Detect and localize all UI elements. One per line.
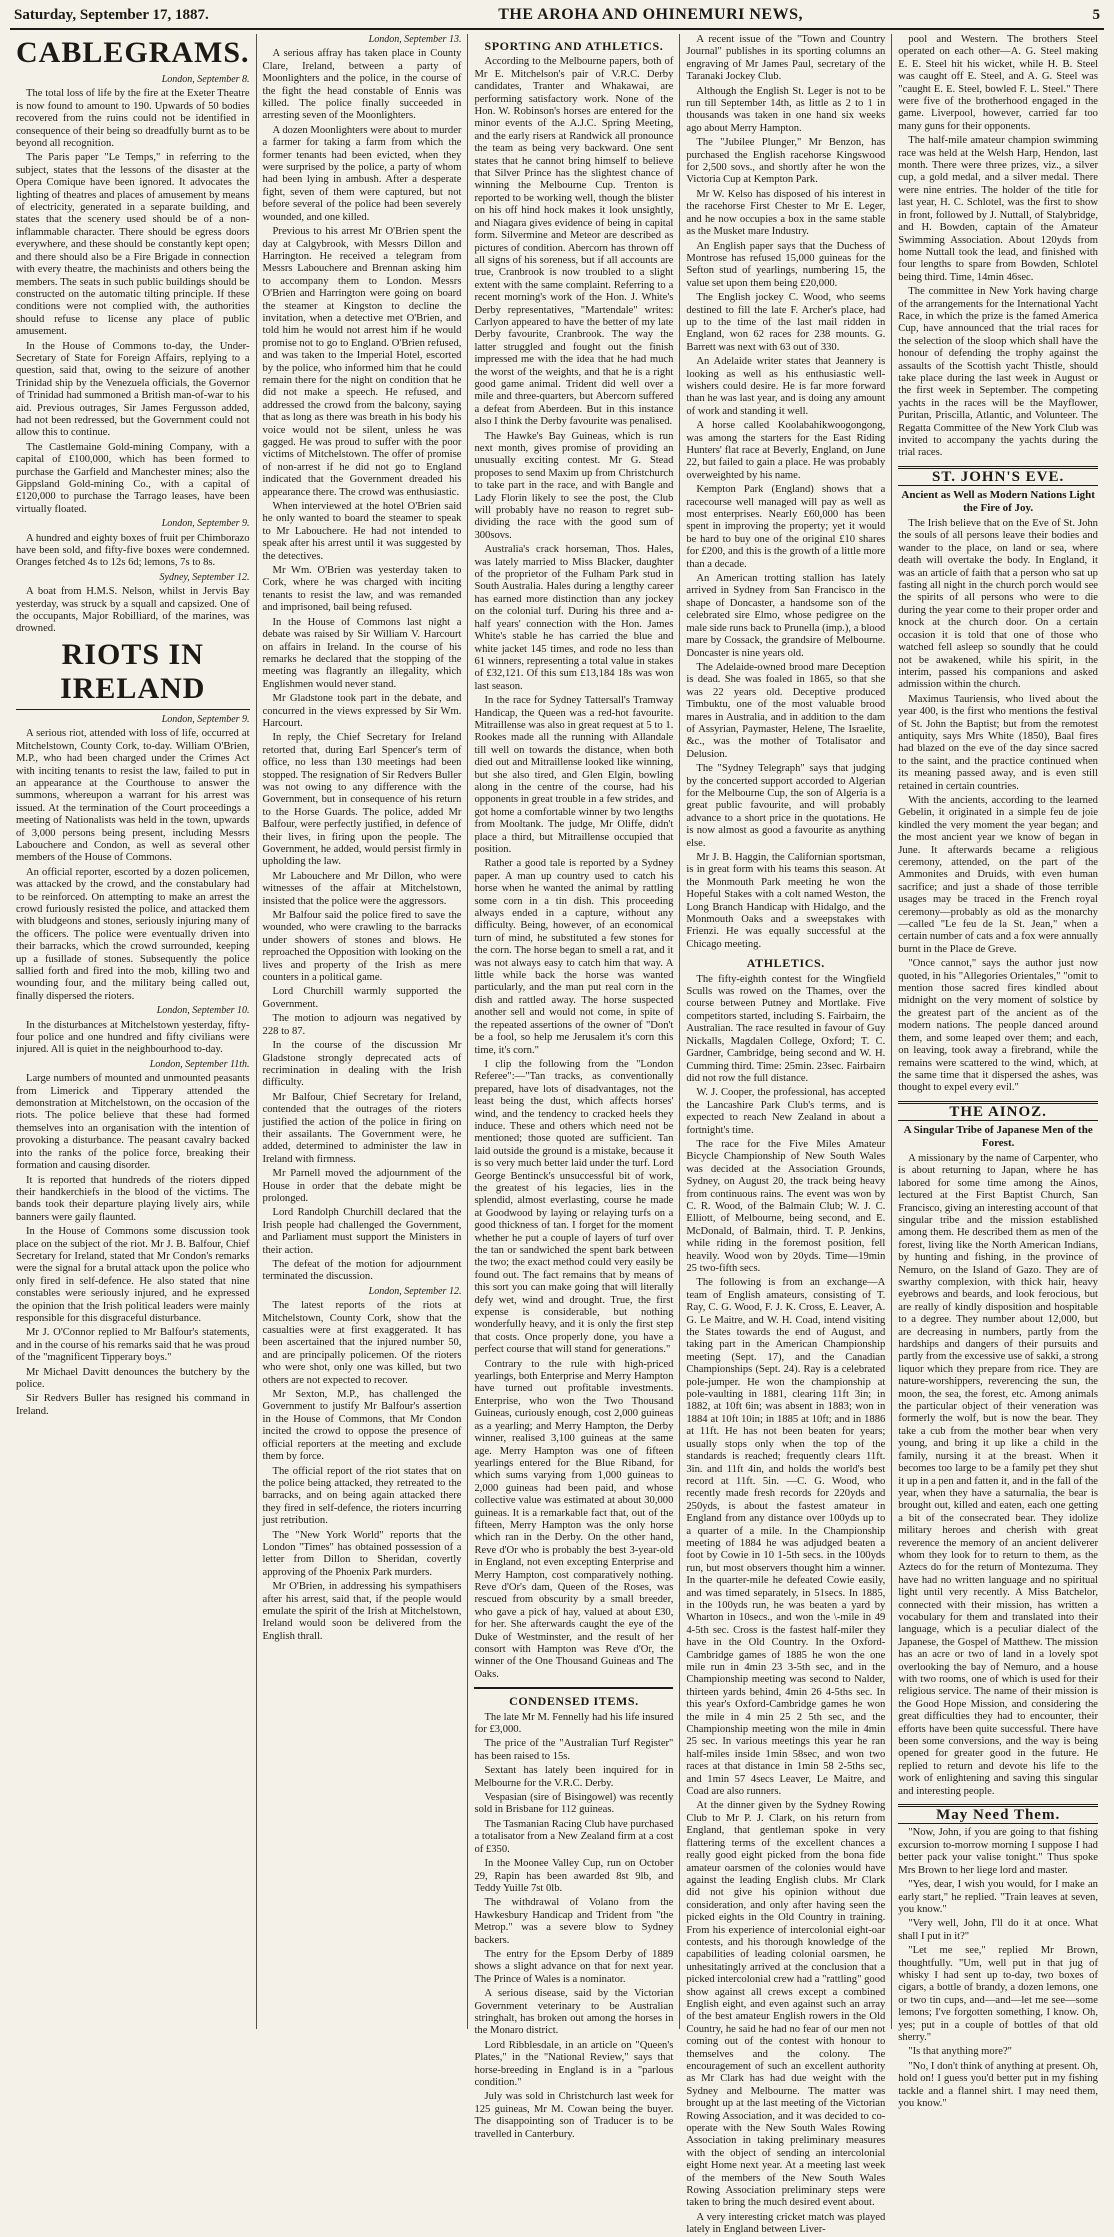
- paragraph: A dozen Moonlighters were about to murder a farmer for taking a farm from which the former tenants had been evicted, when they were surprised by the police, a party of whom had been lying in ambush. After a desperate fight, seven of them were captured, but not before several of the police had been severely wounded, and one killed.: [262, 124, 462, 223]
- paragraph: In the House of Commons last night a debate was raised by Sir William V. Harcourt on affairs in Ireland. In the course of his remarks he declared that the stopping of the meeting was flagrantly an illegality, which Englishmen would never stand.: [262, 616, 462, 690]
- paragraph: The price of the "Australian Turf Register" has been raised to 15s.: [474, 1738, 674, 1762]
- paragraph: Vespasian (sire of Bisingowel) was recently sold in Brisbane for 112 guineas.: [474, 1792, 674, 1816]
- page-number: 5: [1092, 7, 1100, 23]
- column-5: [892, 34, 1104, 2109]
- paragraph: The latest reports of the riots at Mitchelstown, County Cork, show that the casualties were at first exaggerated. It has been ascertained that the injured number 50, and are principally policemen. Of the rioters who were shot, only one was killed, but two others are not expected to recover.: [262, 1300, 462, 1386]
- paragraph: In the House of Commons some discussion took place on the subject of the riot. Mr J. B. Balfour, Chief Secretary for Ireland, stated that Mr Condon's remarks were the signal for a brutal attack upon the police who only fired in self-defence. He also stated that nine constables were seriously injured, and he expressed the opinion that the Irish political leaders were mainly responsible for this disgraceful disturbance.: [16, 1226, 250, 1324]
- paragraph: Rather a good tale is reported by a Sydney paper. A man up country used to catch his horse when he wanted the animal by rattling some corn in a tin dish. This proceeding always ended in a capture, without any difficulty. Being, however, of an economical turn of mind, he substituted a few stones for the corn. The horse began to smell a rat, and it was not always easy to catch him that way. A little while back the horse was wanted particularly, and the man put real corn in the dish and rattled away. The horse suspected another sell and would not come, in spite of the repeated assertions of the owner of "Don't be a fool, so help me Jerusalem it's corn this time, it's corn.": [474, 858, 674, 1056]
- paragraph: A very interesting cricket match was played lately in England between Liver-: [686, 2211, 886, 2236]
- paragraph: "Let me see," replied Mr Brown, thoughtfully. "Um, well put in that jug of whisky I had sent up to-day, two boxes of cigars, a bottle of brandy, a dozen lemons, one or two tin cups, and—and—let me see—some lemons; I've forgotten something, I know. Oh, yes; put in a couple of bottles of that old sherry.": [898, 1945, 1098, 2043]
- paragraph: In the House of Commons to-day, the Under-Secretary of State for Foreign Affairs, replying to a question, said that, owing to the seizure of another Trinidad ship by the Venezuela officials, the Governor of Trinidad had summoned a British man-of-war to his aid. Previous outrages, Sir James Fergusson added, had not been redressed, but the Government could not allow this to continue.: [16, 340, 250, 439]
- paragraph: With the ancients, according to the learned Gebelin, it originated in a simple feu de joie kindled the very moment the year began; and the most ancient year we know of began in June. It afterwards became a religious ceremony, attended, on the part of the Ammonites and Druids, with even human sacrifice; and just a shade of those terrible usages may be traced in the French royal ceremony—probably as old as the monarchy—called "Le feu de la St. Jean," when a certain number of cats and a fox were annually burnt in the Place de Greve.: [898, 794, 1098, 955]
- column-rule: [474, 1687, 673, 1689]
- paragraph: When interviewed at the hotel O'Brien said he only wanted to board the steamer to speak to Mr Labouchere. He had not intended to speak after his arrest until it was suggested by the detectives.: [262, 501, 462, 562]
- issue-date: Saturday, September 17, 1887.: [14, 7, 209, 23]
- paragraph: The defeat of the motion for adjournment terminated the discussion.: [262, 1259, 462, 1283]
- paragraph: An American trotting stallion has lately arrived in Sydney from San Francisco in the shape of Doncaster, a handsome son of the celebrated sire Elmo, whose pedigree on the male side runs back to Prunella (imp.), a blood mare by Cossack, the grandsire of Melbourne. Doncaster is nine years old.: [686, 573, 886, 659]
- section-headline: RIOTS IN IRELAND: [16, 638, 250, 710]
- paragraph: A serious affray has taken place in County Clare, Ireland, between a party of Moonlighters and the police, in the course of the fight the head constable of Ennis was killed. The police finally succeeded in arresting seven of the Moonlighters.: [262, 48, 462, 122]
- paragraph: The Hawke's Bay Guineas, which is run next month, gives promise of providing an unusually exciting contest. Mr G. Stead proposes to send Maxim up from Christchurch to take part in the race, and with Bangle and Lady Florin likely to see the post, the Club will probably have no reason to regret sub-dividing the race with the good sum of 300sovs.: [474, 430, 674, 541]
- paragraph: A boat from H.M.S. Nelson, whilst in Jervis Bay yesterday, was struck by a squall and capsized. One of the occupants, Major Robilliard, of the marines, was drowned.: [16, 586, 250, 635]
- paragraph: The "Sydney Telegraph" says that judging by the concerted support accorded to Algerian for the Melbourne Cup, the son of Algeria is a great public favourite, and will probably advance to a short price in the quotations. He is now almost as good a favourite as anything else.: [686, 763, 886, 849]
- column-3: [468, 34, 680, 2140]
- paragraph: The motion to adjourn was negatived by 228 to 87.: [262, 1013, 462, 1037]
- paragraph: Mr J. B. Haggin, the Californian sportsman, is in great form with his teams this season. At the Monmouth Park meeting he won the Hopeful Stakes with a colt named Weston, the Long Branch Handicap with Hidalgo, and the Monmouth Oaks and a sweepstakes with Frienzi. He was equally successful at the Chicago meeting.: [686, 852, 886, 950]
- paragraph: "Now, John, if you are going to that fishing excursion to-morrow morning I suppose I had better pack your valise tonight." Thus spoke Mrs Brown to her liege lord and master.: [898, 1827, 1098, 1876]
- paragraph: Mr Balfour, Chief Secretary for Ireland, contended that the outrages of the rioters justified the action of the police in firing on their assailants. The Government were, he added, determined to administer the law in Ireland with firmness.: [262, 1091, 462, 1165]
- paragraph: Mr Wm. O'Brien was yesterday taken to Cork, where he was charged with inciting tenants to resist the law, and was remanded and imprisoned, bail being refused.: [262, 565, 462, 614]
- paragraph: I clip the following from the "London Referee":—"Tan tracks, as conventionally prepared, have lots of disadvantages, not the least being the dust, which affects horses' wind, and the tendency to cracked heels they induce. These and others which need not be mentioned; those quoted are sufficient. Tan laid outside the ground is a mistake, because it is so very much better laid under the turf. Lord George Bentinck's unsuccessful bit of work, the greatest of his legacies, lies in the splendid, almost everlasting, course he made at Goodwood by laying or relaying turfs on a good thickness of tan. I forget for the moment whether he put a couple of layers of turf over the tan or sandwiched the spent bark between the two; the exact method could very easily be found out. The fact remains that by means of this sort you can make going that will literally defy wet, wind and drought. True, the first expense is considerable, but nothing wonderfully heavy, and it is only the first step that costs. Once properly done, you have a perfect course that will stand for generations.": [474, 1058, 674, 1356]
- paragraph: The withdrawal of Volano from the Hawkesbury Handicap and Trident from "the Metrop." was a severe blow to Sydney backers.: [474, 1897, 674, 1946]
- paragraph: July was sold in Christchurch last week for 125 guineas, Mr M. Cowan being the buyer. The disappointing son of Traducer is to be travelled in Canterbury.: [474, 2091, 674, 2140]
- paragraph: The English jockey C. Wood, who seems destined to fill the late F. Archer's place, had up to the time of the last mail ridden in England, won 62 races for 238 mounts. G. Barrett was next with 63 out of 330.: [686, 292, 886, 353]
- paragraph: The total loss of life by the fire at the Exeter Theatre is now found to amount to 190. Upwards of 50 bodies recovered from the ruins could not be identified in consequence of their being so dreadfully burnt as to be beyond all recognition.: [16, 88, 250, 150]
- dateline: Sydney, September 12.: [159, 571, 250, 583]
- article-headline: May Need Them.: [898, 1804, 1098, 1824]
- paragraph: Sextant has lately been inquired for in Melbourne for the V.R.C. Derby.: [474, 1765, 674, 1789]
- paragraph: In the disturbances at Mitchelstown yesterday, fifty-four police and one hundred and fifty civilians were injured. All is quiet in the neighbourhood to-day.: [16, 1019, 250, 1056]
- paragraph: The Paris paper "Le Temps," in referring to the subject, states that the lessons of the disaster at the Opera Comique have been ignored. It advocates the lighting of theatres and places of amusement by means of electricity, generated in a separate building, and states that the scenery used should be of a non-inflammable character. There should be egress doors everywhere, and these should be constantly kept open; and there should also be a Fire Brigade in connection with every theatre, the machinists and others being the members. The seats in such public buildings should be constructed on the automatic tilting principle. If these conditions were not complied with, the authorities should refuse to license any place of public amusement.: [16, 152, 250, 338]
- paragraph: An official reporter, escorted by a dozen policemen, was attacked by the crowd, and the constabulary had to be reinforced. On attempting to make an arrest the crowd furiously resisted the police, and attacked them with bludgeons and stones, seriously injuring many of the officers. The police were eventually driven into their barracks, which the crowd surrounded, keeping up a fusillade of stones. Subsequently the police sallied forth and fired into the mob, killing two and wounding four, and the military being called out, finally dispersed the rioters.: [16, 866, 250, 1002]
- paragraph: Large numbers of mounted and unmounted peasants from Limerick and Tipperary attended the demonstration at Mitchelstown, on the occasion of the riots. The police believe that these had formed themselves into an organisation with the intention of provoking a disturbance. The peasant cavalry backed into the ranks of the police force, breaking their formation and causing disorder.: [16, 1073, 250, 1172]
- paragraph: "Once cannot," says the author just now quoted, in his "Allegories Orientales," "omit to mention those sacred fires kindled about midnight on the very moment of solstice by the greatest part of the ancient as of the modern nations. The people danced around them, and some leaped over them; and each, on leaving, took away a firebrand, while the remains were scattered to the wind, which, at the same time that it dispersed the ashes, was thought to expel every evil.": [898, 958, 1098, 1094]
- paragraph: At the dinner given by the Sydney Rowing Club to Mr P. J. Clark, on his return from England, that gentleman spoke in very flattering terms of the excellent chances a really good eight picked from the bona fide amateur oarsmen of the colonies would have against the leading English clubs. Mr Clark did not give his opinion without due consideration, and only after having seen the picked eights in the Old Country in training. From his experience of intercolonial eight-oar contests, and his thorough knowledge of the capabilities of leading colonial oarsmen, he unhesitatingly arrived at the conclusion that a picked intercolonial crew had a "rattling" good show against all crews except a combined English eight, and even against such an array of the best amateur English rowers in the Old Country, he said he had no fear of our men not coming out of the contest with honour to themselves and the colony. The encouragement of such an excellent authority as Mr Clark has had due weight with the Sydney and Melbourne. The matter was brought up at the last meeting of the Victorian Rowing Association, and it was decided to co-operate with the New South Wales Rowing Association in taking preliminary measures with the object of sending an intercolonial eight Home next year. At a meeting last week of the members of the New South Wales Rowing Association preliminary steps were taken to bring the much desired event about.: [686, 1800, 886, 2209]
- dateline: London, September 8.: [161, 74, 250, 85]
- paragraph: The entry for the Epsom Derby of 1889 shows a slight advance on that for next year. The Prince of Wales is a nominator.: [474, 1948, 674, 1985]
- paragraph: A recent issue of the "Town and Country Journal" publishes in its sporting columns an engraving of Mr James Paul, secretary of the Taranaki Jockey Club.: [686, 34, 886, 83]
- column-1: [10, 34, 257, 2029]
- masthead: [10, 6, 1104, 30]
- paragraph: Mr Balfour said the police fired to save the wounded, who were crawling to the barracks under showers of stones and blows. He reproached the Opposition with looking on the lives and property of the Irish as mere counters in a political game.: [262, 910, 462, 984]
- paragraph: The Tasmanian Racing Club have purchased a totalisator from a New Zealand firm at a cost of £350.: [474, 1818, 674, 1855]
- paragraph: Australia's crack horseman, Thos. Hales, was lately married to Miss Blacker, daughter of the proprietor of the Fulham Park stud in South Australia. Hales during a lengthy career has earned more distinction than any jockey on the colonial turf. During his three and a-half years' connection with the Hon. James White's stable he has carried the blue and white jacket 145 times, and rode no less than 61 winners, representing a total value in stakes of £32,121. Of this sum £13,184 18s was won last season.: [474, 544, 674, 692]
- paragraph: In the race for Sydney Tattersall's Tramway Handicap, the Queen was a red-hot favourite. Mitraillense was also in great request at 5 to 1. Rookes made all the running with Allandale till well on towards the distance, when both died out and Mitraillense looked like winning, but she also tired, and Glen Elgin, bowling along in the centre of the course, had his opponents in great trouble in a few strides, and got home a comfortable winner by two lengths from Mooltank. The judge, Mr Oliffe, didn't place a third, but Mitraillense occupied that position.: [474, 695, 674, 855]
- paragraph: Lord Randolph Churchill declared that the Irish people had challenged the Government, and Parliament must support the Ministers in their action.: [262, 1207, 462, 1256]
- section-headline: CABLEGRAMS.: [16, 36, 250, 69]
- paragraph: It is reported that hundreds of the rioters dipped their handkerchiefs in the blood of the victims. The bands took their departure playing lively airs, while banners were gaily flaunted.: [16, 1174, 250, 1223]
- paragraph: The following is from an exchange—A team of English amateurs, consisting of T. Ray, C. G. Wood, F. J. K. Cross, E. Leaver, A. G. Le Maitre, and W. H. Coad, intend visiting the States towards the end of August, and taking part in the American Championship meeting (Sept. 17), and the Canadian Championships (Sept. 24). Ray is a celebrated pole-jumper. He won the championship at pole-vaulting in 1881, clearing 11ft 3in; in 1882, at 10ft 6in; was absent in 1883; won in 1884 at 10ft 10in; in 1885 at 10ft; and in 1886 at 11ft. He has not been beaten for years; usually stops only when the top of the standards is reached; frequently clears 11ft. 3in. and 11ft 4in, and holds the world's best record at 11ft. 5in. —C. G. Wood, who recently made fresh records for 220yds and 250yds, is about the fastest amateur in England from any distance over 100yds up to a quarter of a mile. In the Championship meeting of 1884 he was adjudged beaten a foot by Cowie in 10 1-5th secs. in the 100yds run, but most observers thought him a winner. In the quarter-mile he defeated Cowie easily, and was timed separately, in 51secs. In 1885, in the 100yds run, he was beaten a yard by Wharton in 10secs., and won the \-mile in 49 4-5th sec. Cross is the fastest half-miler they have in the Old Country. In the Oxford-Cambridge games of 1885 he won the one mile run in 4min 23 3-5th sec, and in the Championship meeting was second to Nalder, thirteen yards behind, 4min 26 4-5ths sec. In this year's Oxford-Cambridge games he won the mile in 4 min 25 2 5th sec, and the Championship meeting won the mile in 4min 25 sec. In various meetings this year he ran half-miles inside 1min 58sec, and won two races at that distance in 1min 58 2-5ths sec, and 1min 57 4secs Leaver, Le Maitre, and Coad are also runners.: [686, 1277, 886, 1798]
- paragraph: Mr Parnell moved the adjournment of the House in order that the debate might be prolonged.: [262, 1168, 462, 1204]
- section-heading: CONDENSED ITEMS.: [509, 1694, 639, 1709]
- article-headline: THE AINOZ.: [898, 1101, 1098, 1121]
- paragraph: Contrary to the rule with high-priced yearlings, both Enterprise and Merry Hampton have turned out profitable investments. Enterprise, who won the Two Thousand Guineas, curiously enough, cost 2,000 guineas as a yearling; and Merry Hampton, the Derby winner, realised 3,100 guineas at the same age. Merry Hampton was one of fifteen yearlings entered for the Blue Riband, for which sums varying from 1,000 guineas to 2,000 guineas had been paid, and whose collective value was estimated at about 30,000 guineas. It is a remarkable fact that, out of the fifteen, Merry Hampton was the only horse which ran in the Derby. On the other hand, Reve d'Or who is probably the best 3-year-old in England, not even excepting Enterprise and Merry Hampton, cost comparatively nothing. Reve d'Or's dam, Queen of the Roses, was rescued from obscurity by a small breeder, who gave a pick of hay, valued at about £30, for her. She afterwards caught the eye of the Duke of Westminster, and the result of her consort with Hampton was Reve d'Or, the winner of the One Thousand Guineas and The Oaks.: [474, 1358, 674, 1680]
- paragraph: The Irish believe that on the Eve of St. John the souls of all persons leave their bodies and wander to the place, on land or sea, where death will overtake the body. In England, it was an article of faith that a person who sat up fasting all night in the church porch would see the spirits of all persons who were to die during the year come to their proper order and knock at the church door. On a certain occasion it is told that one of those who watched fell asleep so soundly that he could not be awakened, while his spirit, in the interim, passed his companions and asked admission within the church.: [898, 518, 1098, 691]
- paragraph: The committee in New York having charge of the arrangements for the International Yacht Race, in which the prize is the famed America Cup, have announced that the trial races for the selection of the sloop which shall have the honour of defending the trophy against the assaults of the Scottish yacht Thistle, should take place during the last week in August or the first week in September. The competing yachts in the races will be the Mayflower, Puritan, Priscilla, Atlantic, and Volunteer. The Regatta Committee of the New York Club was invited to accompany the yachts during the trial races.: [898, 286, 1098, 459]
- article-headline: ST. JOHN'S EVE.: [898, 466, 1098, 486]
- paragraph: A horse called Koolabahikwoogongong, was among the starters for the East Riding Hunters' flat race at Beverly, England, on June 22, but failed to gain a place. He was probably overweighted by his name.: [686, 420, 886, 481]
- paragraph: The late Mr M. Fennelly had his life insured for £3,000.: [474, 1711, 674, 1736]
- paragraph: Maximus Tauriensis, who lived about the year 400, is the first who mentions the festival of St. John the Baptist; but from the remotest antiquity, says Mrs White (1850), Baal fires had blazed on the eve of the day since sacred to the saint, and the practice continued when its meaning passed away, and is even still retained in certain countries.: [898, 693, 1098, 792]
- section-heading: ATHLETICS.: [746, 956, 825, 971]
- paragraph: Lord Churchill warmly supported the Government.: [262, 986, 462, 1010]
- dateline: London, September 13.: [368, 34, 462, 45]
- section-heading: SPORTING AND ATHLETICS.: [484, 39, 664, 53]
- paragraph: In the Moonee Valley Cup, run on October 29, Rapin has been awarded 8st 9lb, and Teddy Yuille 7st 0lb.: [474, 1858, 674, 1894]
- dateline: London, September 10.: [156, 1005, 250, 1017]
- paragraph: The "Jubilee Plunger," Mr Benzon, has purchased the English racehorse Kingswood for 2,500 sovs., and shortly after he won the Victoria Cup at Kempton Park.: [686, 137, 886, 186]
- paragraph: "No, I don't think of anything at present. Oh, hold on! I guess you'd better put in my fishing tackle and a flannel shirt. I may need them, you know.": [898, 2060, 1098, 2109]
- paragraph: The Adelaide-owned brood mare Deception is dead. She was foaled in 1865, so that she was 22 years old. Deceptive produced Timbuktu, one of the most valuable brood mares in Australia, and in addition to the dam of Assyrian, Paymaster, Helene, The Israelite, &c., was the mother of Totalisator and Delusion.: [686, 661, 886, 760]
- paragraph: Mr O'Brien, in addressing his sympathisers after his arrest, said that, if the people would emulate the spirit of the Irish at Mitchelstown, Ireland would soon be delivered from the English thrall.: [262, 1581, 462, 1642]
- paragraph: Mr Sexton, M.P., has challenged the Government to justify Mr Balfour's assertion in the House of Commons, that Mr Condon incited the crowd to oppose the presence of official reporters at the meeting and exclude them by force.: [262, 1389, 462, 1463]
- paragraph: In reply, the Chief Secretary for Ireland retorted that, during Earl Spencer's term of office, no less than 130 meetings had been stopped. The resignation of Sir Redvers Buller was not owing to any difference with the Government, but in consequence of his return to the Horse Guards. The police, added Mr Balfour, were perfectly justified, in defence of their lives, in firing upon the people. The Government, he added, would persist firmly in upholding the law.: [262, 732, 462, 868]
- paragraph: Kempton Park (England) shows that a racecourse well managed will pay as well as most enterprises. Nearly £60,000 has been spent in improving the property; yet it would be hard to buy one of the original £10 shares for £200, and this is the growth of a little more than a decade.: [686, 484, 886, 570]
- dateline: London, September 11th.: [149, 1058, 250, 1070]
- dateline: London, September 9.: [161, 518, 250, 530]
- paragraph: The Castlemaine Gold-mining Company, with a capital of £100,000, which has been formed to purchase the Garfield and Manchester mines; also the Gippsland Gold-mining Co., with a capital of £120,000 to purchase the Tarrago leases, have been virtually floated.: [16, 441, 250, 515]
- paragraph: The official report of the riot states that on the police being attacked, they retreated to the barracks, and on being again attacked there they fired in self-defence, the rioters incurring just retribution.: [262, 1465, 462, 1527]
- paragraph: Lord Ribblesdale, in an article on "Queen's Plates," in the "National Review," says that horse-breeding in England is in a "parlous condition.": [474, 2039, 674, 2088]
- paragraph: An Adelaide writer states that Jeannery is looking as well as his enthusiastic well-wishers could desire. He is far more forward than he was last year, and is doing any amount of work and standing it well.: [686, 356, 886, 417]
- paragraph: A serious disease, said by the Victorian Government veterinary to be Australian stringhalt, has broken out among the horses in the Monaro district.: [474, 1988, 674, 2037]
- paragraph: W. J. Cooper, the professional, has accepted the Lancashire Park Club's terms, and is expected to reach New Zealand in about a fortnight's time.: [686, 1087, 886, 1136]
- paragraph: A serious riot, attended with loss of life, occurred at Mitchelstown, County Cork, to-day. William O'Brien, M.P., who had been charged under the Crimes Act with inciting tenants to resist the law, failed to put in an appearance at the Courthouse to answer the summons, whereupon a warrant for his arrest was issued. At the termination of the Court proceedings a meeting of Nationalists was held in the town, upwards of 3,000 persons being present, including Messrs Labouchere and Condon, as well as several other members of the House of Commons.: [16, 728, 250, 864]
- column-2: [257, 34, 469, 2029]
- paragraph: Previous to his arrest Mr O'Brien spent the day at Calgybrook, with Messrs Dillon and Harrington. He received a telegram from Messrs Labouchere and Brennan asking him to accompany them to London. Messrs O'Brien and Harrington were going on board the steamer at Kingston to decline the invitation, when a detective met O'Brien, and told him he would not arrest him if he would promise not to go to England. O'Brien refused, and was taken to the Imperial Hotel, escorted by the police, who informed him that he could remain there for the night on condition that he did not make a speech. He refused, and addressed the crowd from the balcony, saying that as long as there was breath in his body his voice would not be silent, unless he was gagged. He was proud to suffer with the poor victims of Mitchelstown. The offer of promise of non-arrest if he did not go to England indicated that the Government dreaded his appearance there. The crowd was enthusiastic.: [262, 226, 462, 498]
- article-subheadline: Ancient as Well as Modern Nations Light the Fire of Joy.: [901, 489, 1095, 514]
- paragraph: Sir Redvers Buller has resigned his command in Ireland.: [16, 1393, 250, 1417]
- paragraph: pool and Western. The brothers Steel operated on each other—A. G. Steel making E. E. Steel hit his wicket, while H. B. Steel was caught off E. Steel, and A. G. Steel was "caught E. E. Steel, bowled F. L. Steel." There were five of the brotherhood engaged in the game. Liverpool, however, carried far too many guns for their opponents.: [898, 34, 1098, 132]
- paragraph: Mr J. O'Connor replied to Mr Balfour's statements, and in the course of his remarks said that he was proud of the "magnificent Tipperary boys.": [16, 1327, 250, 1364]
- paragraph: Although the English St. Leger is not to be run till September 14th, as little as 2 to 1 in thousands was taken in one hand six weeks ago about Merry Hampton.: [686, 85, 886, 134]
- paper-name: THE AROHA AND OHINEMURI NEWS,: [498, 6, 803, 23]
- paragraph: Mr Michael Davitt denounces the butchery by the police.: [16, 1366, 250, 1390]
- paragraph: Mr Labouchere and Mr Dillon, who were witnesses of the affair at Mitchelstown, insisted that the police were the aggressors.: [262, 870, 462, 907]
- paragraph: The "New York World" reports that the London "Times" has obtained possession of a letter from Dillon to Sheridan, covertly approving of the Phoenix Park murders.: [262, 1529, 462, 1578]
- paragraph: The race for the Five Miles Amateur Bicycle Championship of New South Wales was decided at the Association Grounds, Sydney, on August 20, the track being heavy from continuous rains. The event was won by C. R. Wood, of the Balmain Club; W. J. C. Elliott, of Melbourne, being second, and E. McDonald, of Balmain, third. T. P. Jenkins, while riding in the foremost position, fell heavily. Wood won by 20yds. Time—19min 25 two-fifth secs.: [686, 1138, 886, 1274]
- paragraph: According to the Melbourne papers, both of Mr E. Mitchelson's pair of V.R.C. Derby candidates, Tranter and Whakawai, are performing satisfactory work. None of the Hon. W. Robinson's horses are entered for the minor events of the A.J.C. Spring Meeting, and the early risers at Randwick all pronounce the team as being very backward. One sent states that he cannot bring himself to believe that Silver Prince has the slightest chance of winning the Melbourne Cup. Trenton is reported to be working well, though the blister on his off hind hock makes it look unsightly, and Niagara gives evidence of being in capital form. Silvermine and Meteor are described as pictures of condition. Abercorn has thrown off all signs of his soreness, but if all accounts are true, Cranbrook is now troubled to a slight extent with the same complaint. Referring to a recent morning's work of the Hon. J. White's Derby representatives, "Martendale" writes: Carlyon appeared to have the better of my late Derby favourite, Cranbrook. The way the latter struggled and fought out the finish impressed me with the idea that he had much the worst of the weights, and that he is a right good game animal. Trident did well over a mile and three-quarters, but Abercorn suffered a defeat from Aberdeen. But in this instance also I think the Derby favourite was penalised.: [474, 56, 674, 428]
- paragraph: An English paper says that the Duchess of Montrose has refused 15,000 guineas for the Sefton stud of yearlings, numbering 15, the value set upon them being £20,000.: [686, 240, 886, 289]
- paragraph: "Is that anything more?": [908, 2046, 1012, 2058]
- paragraph: The half-mile amateur champion swimming race was held at the Welsh Harp, Hendon, last month. There were three prizes, viz., a silver cup, a gold medal, and a silver medal. There were nine entries. The holder of the title for last year, H. C. Schlotel, was the first to show in front, followed by J. Nuttall, of Stalybridge, and H. Bowden, captain of the Amateur Swimming Association. About 120yds from home Nuttall took the lead, and finished with four lengths to spare from Bowden, Schlotel being third. Time, 14min 46sec.: [898, 135, 1098, 283]
- paragraph: A missionary by the name of Carpenter, who is about returning to Japan, where he has labored for some time among the Ainos, lectured at the First Baptist Church, San Francisco, giving an interesting account of that singular tribe and the mission established among them. He described them as men of the forest, living like the North American Indians, by hunting and fishing, in the province of Nemuro, on the Island of Gazo. They are of swarthy complexion, with thick hair, heavy eyebrows and beards, and look ferocious, but are really of kindly disposition and hospitable to a degree. They number about 12,000, but are decreasing in numbers, partly from the hardships and dangers of their pursuits and partly from the excessive use of sakki, a strong liquor which they prepare from rice. They are nature-worshippers, reverencing the sun, the moon, the sea, the forest, etc. Among animals the particular object of their veneration was formerly the wolf, but is now the bear. They take a cub from the mother bear when very young, and bring it up like a child in the family, nursing it at the breast. When it becomes too large to be a family pet they shut it up in a pen and fatten it, and in the fall of the year, when they have a saturnalia, the bear is brought out, killed and eaten, each one getting a bit of the consecrated bear. They idolize military heroes and cherish with great reverence the memory of an ancient deliverer whom they look for to return to them, as the Aztecs do for the return of Montezuma. They have had no written language and no spiritual light until very recently. A Miss Batchelor, connected with their mission, has written a vocabulary for them and translated into their language, which is a peculiar dialect of the Japanese, the Gospel of Matthew. The mission has an acre or two of land in a lovely spot overlooking the bay of Nemuro, and a house with two rooms, one of which is used for their religious service. The name of their mission is the Good Hope Mission, and considering the great difficulties they had to encounter, their efforts have been quite successful. There have been some conversions, and the way is being opened for greater good in the future. He replied to return and devote his life to the work of enlightening and saving this singular and interesting people.: [898, 1152, 1098, 1797]
- paragraph: A hundred and eighty boxes of fruit per Chimborazo have been sold, and fifty-five boxes were condemned. Oranges fetched 4s to 12s 6d; lemons, 7s to 8s.: [16, 532, 250, 569]
- columns: [10, 34, 1104, 2236]
- paragraph: Mr W. Kelso has disposed of his interest in the racehorse First Chester to Mr E. Leger, and he now occupies a box in the same stable as the Musket mare Industry.: [686, 188, 886, 238]
- column-4: [680, 34, 892, 2236]
- paragraph: Mr Gladstone took part in the debate, and concurred in the views expressed by Sir Wm. Harcourt.: [262, 693, 462, 729]
- article-subheadline: A Singular Tribe of Japanese Men of the Forest.: [903, 1124, 1093, 1149]
- paragraph: The fifty-eighth contest for the Wingfield Sculls was rowed on the Thames, over the course between Putney and Mortlake. Five competitors started, including S. Fairbairn, the Australian. The race resulted in favour of Guy Nickalls, Magdalen College, Oxford; T. C. Gardner, Cambridge, being second and W. H. Cumming third. Time: 25min. 23sec. Fairbairn did not row the full distance.: [686, 973, 886, 1084]
- paragraph: "Yes, dear, I wish you would, for I make an early start," he replied. "Train leaves at seven, you know.": [898, 1879, 1098, 1915]
- paragraph: In the course of the discussion Mr Gladstone strongly deprecated acts of recrimination in dealing with the Irish difficulty.: [262, 1040, 462, 1089]
- paragraph: "Very well, John, I'll do it at once. What shall I put in it?": [898, 1918, 1098, 1942]
- dateline: London, September 9.: [161, 713, 250, 725]
- dateline: London, September 12.: [368, 1285, 462, 1297]
